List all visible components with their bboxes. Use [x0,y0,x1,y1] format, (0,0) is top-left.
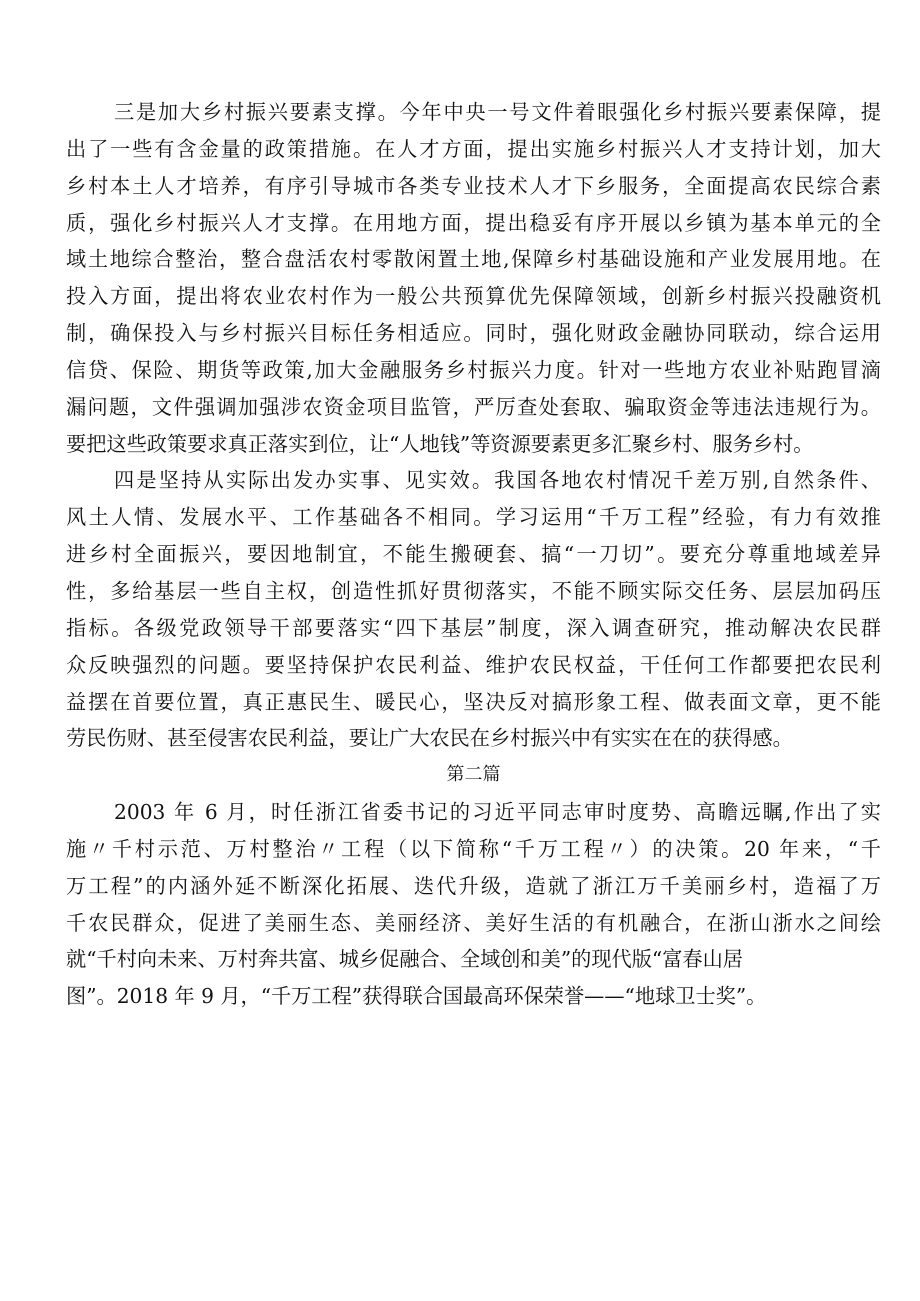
text-line: 劳民伤财、甚至侵害农民利益，要让广大农民在乡村振兴中有实实在在的获得感。 [66,726,793,751]
text-line: 性，多给基层一些自主权，创造性抓好贯彻落实，不能不顾实际交任务、层层加码压 [66,578,881,603]
text-line: 四是坚持从实际出发办实事、见实效。我国各地农村情况千差万别,自然条件、 [114,468,881,493]
paragraph-2 [66,462,881,757]
text-line: 域土地综合整治，整合盘活农村零散闲置土地,保障乡村基础设施和产业发展用地。在 [66,247,881,272]
text-line: 质，强化乡村振兴人才支撑。在用地方面，提出稳妥有序开展以乡镇为基本单元的全 [66,210,881,235]
text-line: 信贷、保险、期货等政策,加大金融服务乡村振兴力度。针对一些地方农业补贴跑冒滴 [66,357,881,382]
paragraph-3 [66,794,881,1015]
text-line: 千农民群众，促进了美丽生态、美丽经济、美好生活的有机融合，在浙山浙水之间绘 [66,910,881,935]
text-line: 众反映强烈的问题。要坚持保护农民利益、维护农民权益，干任何工作都要把农民利 [66,652,881,677]
text-line: 漏问题，文件强调加强涉农资金项目监管，严厉查处套取、骗取资金等违法违规行为。 [66,394,881,419]
text-line: 进乡村全面振兴，要因地制宜，不能生搬硬套、搞“一刀切”。要充分尊重地域差异 [66,542,881,567]
text-line: 投入方面，提出将农业农村作为一般公共预算优先保障领域，创新乡村振兴投融资机 [66,284,881,309]
text-line: 风土人情、发展水平、工作基础各不相同。学习运用“千万工程”经验，有力有效推 [66,505,881,530]
text-line: 万工程”的内涵外延不断深化拓展、迭代升级，造就了浙江万千美丽乡村，造福了万 [66,873,881,898]
document-page [66,94,881,1015]
text-line: 2003 年 6 月，时任浙江省委书记的习近平同志审时度势、高瞻远瞩,作出了实 [114,800,881,825]
section-heading: 第二篇 [446,764,501,786]
text-line: 三是加大乡村振兴要素支撑。今年中央一号文件着眼强化乡村振兴要素保障，提 [114,100,881,124]
text-line: 制，确保投入与乡村振兴目标任务相适应。同时，强化财政金融协同联动，综合运用 [66,321,881,346]
text-line: 要把这些政策要求真正落实到位，让“人地钱”等资源要素更多汇聚乡村、服务乡村。 [66,431,814,456]
text-line: 指标。各级党政领导干部要落实“四下基层”制度，深入调查研究，推动解决农民群 [66,615,881,640]
text-line: 出了一些有含金量的政策措施。在人才方面，提出实施乡村振兴人才支持计划，加大 [66,136,881,161]
text-line: 就“千村向未来、万村奔共富、城乡促融合、全域创和美”的现代版“富春山居 [66,947,743,972]
paragraph-1 [66,94,881,462]
text-line: 益摆在首要位置，真正惠民生、暖民心，坚决反对搞形象工程、做表面文章，更不能 [66,689,881,714]
text-line: 图”。2018 年 9 月，“千万工程”获得联合国最高环保荣誉——“地球卫士奖”。 [66,984,767,1009]
text-line: 乡村本土人才培养，有序引导城市各类专业技术人才下乡服务，全面提高农民综合素 [66,173,881,198]
text-line: 施〃千村示范、万村整治〃工程（以下简称“千万工程〃）的决策。20 年来，“千 [66,836,881,861]
